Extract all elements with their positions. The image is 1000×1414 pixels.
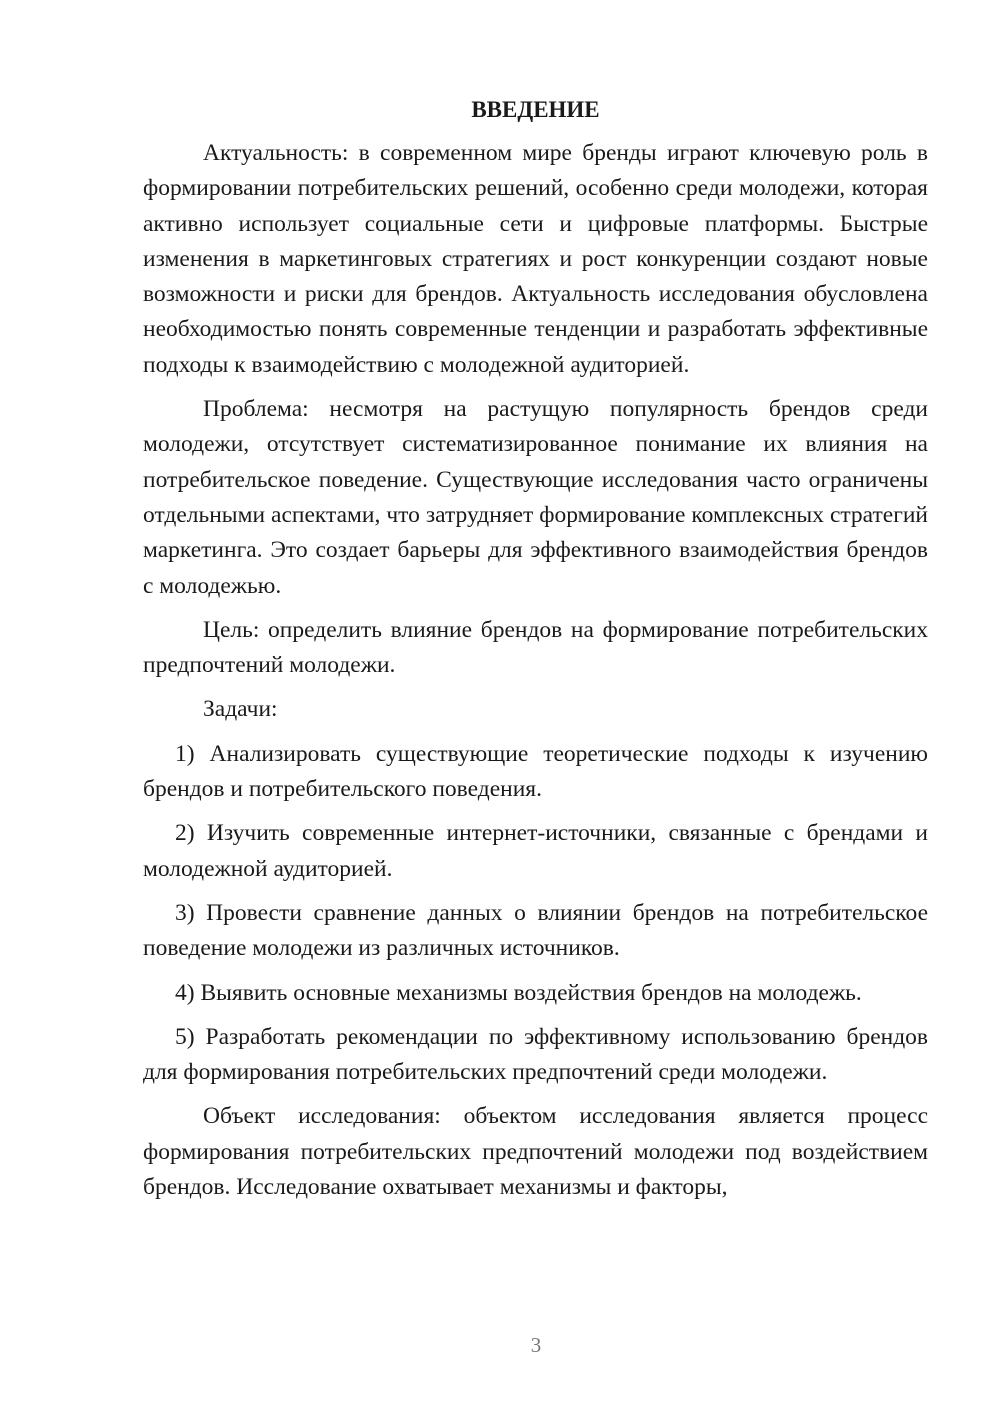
task-item-4: 4) Выявить основные механизмы воздействия брендов на молодежь. xyxy=(175,979,862,1006)
page-content xyxy=(143,92,928,1214)
page-number: 3 xyxy=(530,1333,542,1357)
paragraph-object: Объект исследования: объектом исследования является процесс формирования потребительских предпочтений молодежи под воздействием брендов. Исследование охватывает механизмы и факторы, xyxy=(143,1103,928,1201)
paragraph-problem: Проблема: несмотря на растущую популярность брендов среди молодежи, отсутствует систематизированное понимание их влияния на потребительское поведение. Существующие исследования часто ограничены отдельными аспектами, что затрудняет формирование комплексных стратегий маркетинга. Это создает барьеры для эффективного взаимодействия брендов с молодежью. xyxy=(143,396,928,599)
task-item-3: 3) Провести сравнение данных о влиянии брендов на потребительское поведение молодежи из различных источников. xyxy=(143,899,928,962)
task-item-5: 5) Разработать рекомендации по эффективному использованию брендов для формирования потребительских предпочтений среди молодежи. xyxy=(143,1023,928,1086)
section-title: ВВЕДЕНИЕ xyxy=(471,97,600,122)
task-item-2: 2) Изучить современные интернет-источники, связанные с брендами и молодежной аудиторией. xyxy=(143,820,928,882)
paragraph-goal: Цель: определить влияние брендов на формирование потребительских предпочтений молодежи. xyxy=(143,616,928,679)
paragraph-relevance: Актуальность: в современном мире бренды играют ключевую роль в формировании потребительских решений, особенно среди молодежи, которая активно использует социальные сети и цифровые платформы. Быстрые изменения в маркетинговых стратегиях и рост конкуренции создают новые возможности и риски для брендов. Актуальность исследования обусловлена необходимостью понять современные тенденции и разработать эффективные подходы к взаимодействию с молодежной аудиторией. xyxy=(143,140,928,378)
paragraph-tasks-heading: Задачи: xyxy=(203,696,278,723)
task-item-1: 1) Анализировать существующие теоретические подходы к изучению брендов и потребительского поведения. xyxy=(143,740,928,803)
